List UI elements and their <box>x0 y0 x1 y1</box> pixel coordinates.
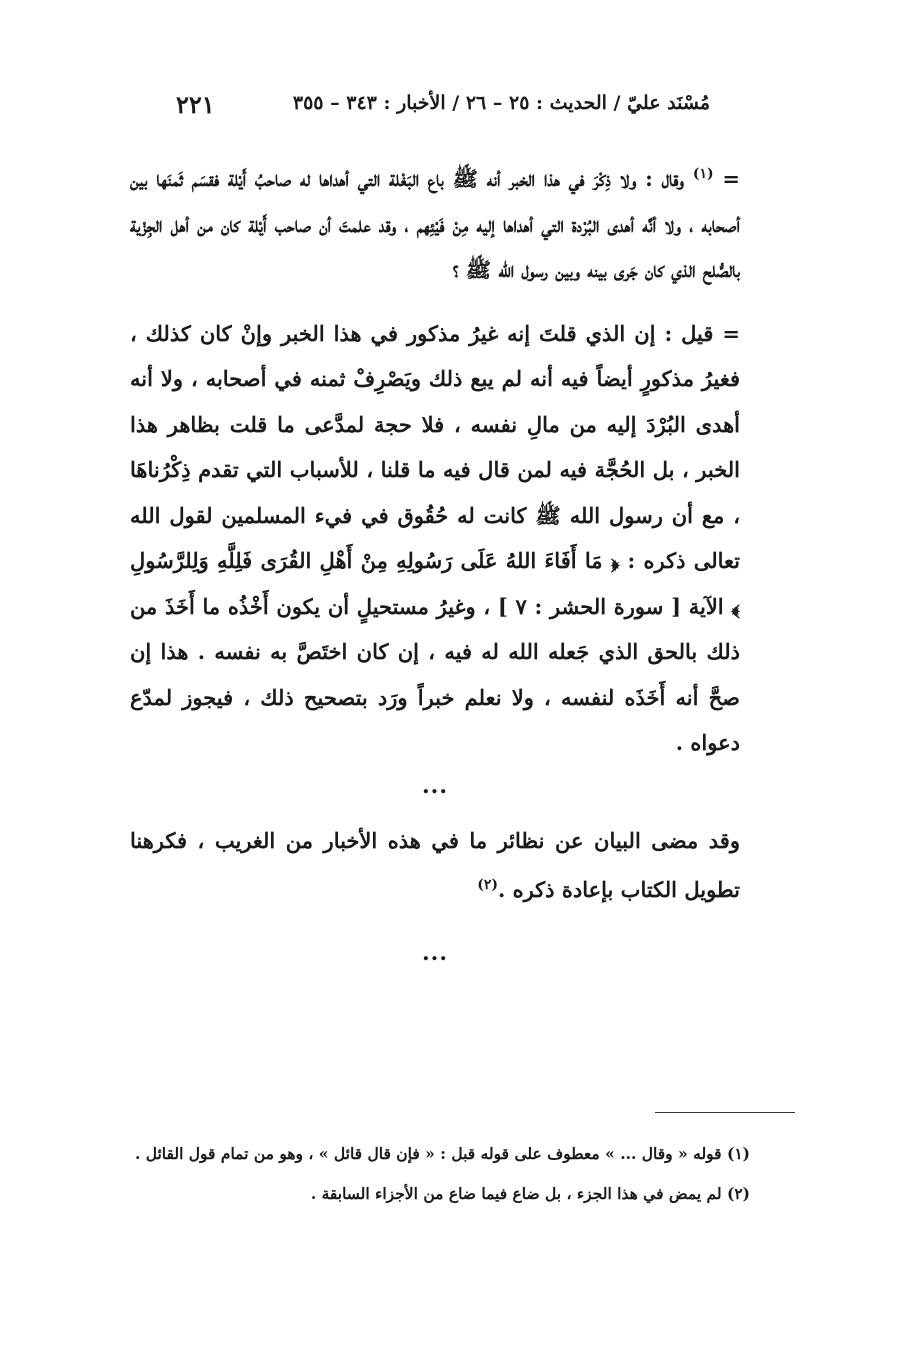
footnote-divider <box>655 1112 795 1113</box>
continuation-mark: = <box>713 166 740 191</box>
footnote-1: (١) قوله « وقال ... » معطوف على قوله قبل : « فإن قال قائل » ، وهو من تمام قول القائل . <box>134 1144 750 1163</box>
footnotes <box>134 1134 750 1214</box>
paragraph-text: وقال : ولا ذِكْرَ في هذا الخبر أنه ﷺ باع البَغْلة التي أهداها له صاحبُ أَيْلة فقسَم ثَمنَها بين أصحابه ، ولا أنَّه أهدى البُرْدة التي أهداها إليه مِنْ فَيْئِهم ، وقد علمتَ أن صاحب أَيْلة كان من أهل الجِزْية بالصُّلح الذي كان جَرى بينه وبين رسول الله ﷺ ؟ <box>130 166 740 282</box>
page-header <box>170 88 710 128</box>
paragraph-objection <box>130 152 740 293</box>
footnote-ref-2: (٢) <box>477 877 498 893</box>
running-head: مُسْنَد عليّ / الحديث : ٢٥ – ٢٦ / الأخبار : ٣٤٣ – ٣٥٥ <box>292 92 710 114</box>
main-text <box>130 152 740 973</box>
paragraph-text: وقد مضى البيان عن نظائر ما في هذه الأخبار من الغريب ، فكرهنا تطويل الكتاب بإعادة ذكره . <box>130 827 740 902</box>
section-separator: ... <box>422 939 448 966</box>
paragraph-reply: = قيل : إن الذي قلتَ إنه غيرُ مذكور في هذا الخبر وإنْ كان كذلك ، فغيرُ مذكورٍ أيضاً فيه أنه لم يبع ذلك ويَصْرِفْ ثمنه في أصحابه ، ولا أنه أهدى البُرْدَ إليه من مالِ نفسه ، فلا حجة لمدَّعى ما قلت بظاهر هذا الخبر ، بل الحُجَّة فيه لمن قال فيه ما قلنا ، للأسباب التي تقدم ذِكْرُناهَا ، مع أن رسول الله ﷺ كانت له حُقُوق في فيء المسلمين لقول الله تعالى ذكره : ﴿ مَا أَفَاءَ اللهُ عَلَى رَسُولِهِ مِنْ أَهْلِ القُرَى فَلِلَّهِ وَلِلرَّسُولِ ﴾ الآية [ سورة الحشر : ٧ ] ، وغيرُ مستحيلٍ أن يكون أَخْذُه ما أَخَذَ من ذلك بالحق الذي جَعله الله له فيه ، إن كان اختَصَّ به نفسه . هذا إن صحَّ أنه أَخَذَه لنفسه ، ولا نعلم خبراً ورَد بتصحيح ذلك ، فيجوز لمدّع دعواه . <box>130 320 740 755</box>
footnote-2: (٢) لم يمض في هذا الجزء ، بل ضاع فيما ضاع من الأجزاء السابقة . <box>310 1184 750 1203</box>
section-separator: ... <box>422 772 448 799</box>
paragraph-closing <box>130 818 740 913</box>
page-number: ٢٢١ <box>176 90 215 119</box>
footnote-ref-1: (١) <box>692 166 714 182</box>
